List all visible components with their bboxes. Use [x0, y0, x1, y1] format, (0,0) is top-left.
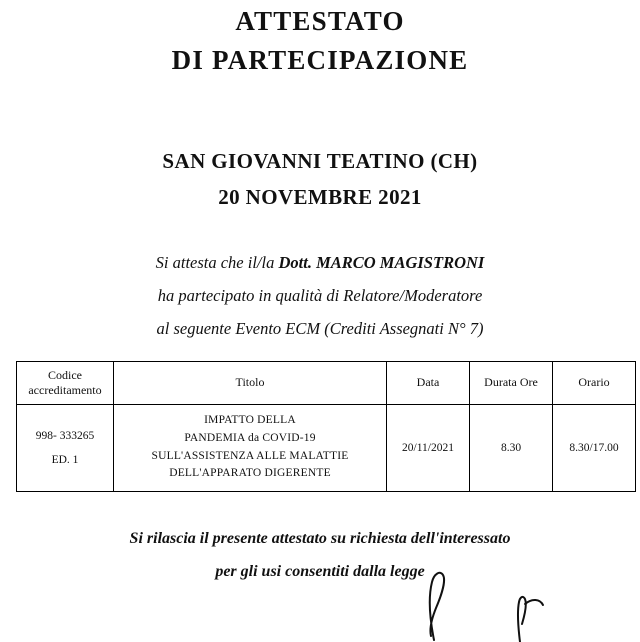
participant-name: Dott. MARCO MAGISTRONI	[278, 252, 485, 272]
attestation-line-2: ha partecipato in qualità di Relatore/Moderatore	[157, 285, 483, 305]
column-header-codice	[17, 361, 114, 404]
cell-codice-line-2: ED. 1	[51, 453, 79, 466]
cell-titolo-line-2: PANDEMIA da COVID-19	[184, 431, 316, 444]
event-date: 20 NOVEMBRE 2021	[218, 184, 422, 209]
page-title-line-2: DI PARTECIPAZIONE	[171, 45, 469, 76]
cell-orario: 8.30/17.00	[553, 404, 636, 491]
attestation-line-1	[16, 246, 624, 279]
attestation-line-3: al seguente Evento ECM (Crediti Assegnati N° 7)	[156, 318, 484, 338]
cell-codice-accreditamento	[17, 404, 114, 491]
cell-codice-line-1: 998- 333265	[35, 429, 95, 442]
column-header-data: Data	[387, 361, 470, 404]
column-header-durata: Durata Ore	[470, 361, 553, 404]
column-header-titolo: Titolo	[114, 361, 387, 404]
table-body	[17, 404, 636, 491]
table-header	[17, 361, 636, 404]
cell-titolo-line-4: DELL'APPARATO DIGERENTE	[169, 467, 331, 480]
table-row	[17, 404, 636, 491]
title-block	[16, 2, 624, 80]
certificate-page	[0, 2, 640, 642]
event-location: SAN GIOVANNI TEATINO (CH)	[162, 149, 478, 174]
table-header-row	[17, 361, 636, 404]
release-line-2: per gli usi consentiti dalla legge	[215, 563, 425, 581]
cell-data: 20/11/2021	[387, 404, 470, 491]
cell-titolo-line-3: SULL'ASSISTENZA ALLE MALATTIE	[151, 449, 349, 462]
column-header-codice-line-2: accreditamento	[28, 382, 102, 397]
attestation-block	[16, 246, 624, 345]
release-line-1: Si rilascia il presente attestato su richiesta dell'interessato	[129, 529, 511, 547]
column-header-orario: Orario	[553, 361, 636, 404]
place-date-block	[16, 144, 624, 215]
column-header-codice-line-1: Codice	[48, 367, 82, 382]
cell-durata-ore: 8.30	[470, 404, 553, 491]
cell-titolo-line-1: IMPATTO DELLA	[204, 414, 296, 427]
ecm-event-table	[16, 361, 636, 492]
signature-icon	[398, 568, 598, 642]
page-title-line-1: ATTESTATO	[235, 6, 405, 36]
cell-titolo	[114, 404, 387, 491]
attestation-prefix: Si attesta che il/la	[155, 252, 279, 272]
